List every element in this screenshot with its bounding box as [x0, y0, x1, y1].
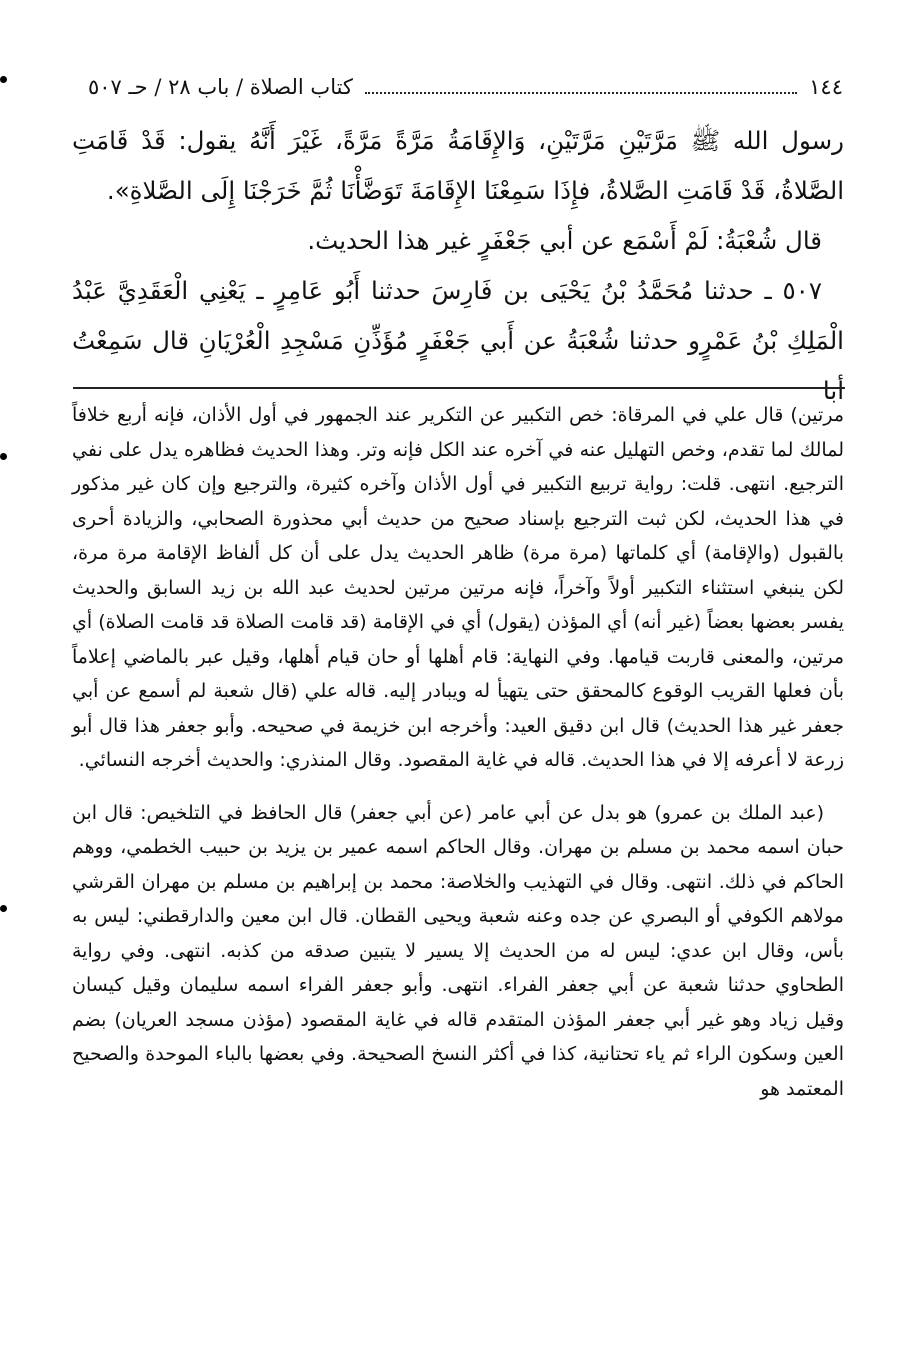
hadith-paragraph: ٥٠٧ ـ حدثنا مُحَمَّدُ بْنُ يَحْيَى بن فَارِسَ حدثنا أَبُو عَامِرٍ ـ يَعْنِي الْعَقَدِيَّ عَبْدُ الْمَلِكِ بْنُ عَمْرٍو حدثنا شُعْبَةُ عن أَبي جَعْفَرٍ مُؤَذِّنِ مَسْجِدِ الْعُرْيَانِ قال سَمِعْتُ أبا: [72, 276, 844, 405]
dotted-leader: [365, 80, 797, 94]
hadith-paragraph: قال شُعْبَةُ: لَمْ أَسْمَع عن أبي جَعْفَرٍ غير هذا الحديث.: [307, 226, 822, 255]
hadith-text: [72, 116, 844, 416]
separator-rule: [73, 387, 845, 389]
margin-mark: [0, 76, 7, 83]
margin-mark: [0, 453, 7, 460]
margin-mark: [0, 905, 7, 912]
hadith-paragraph: رسول الله ﷺ مَرَّتَيْنِ مَرَّتَيْنِ، وَالإِقَامَةُ مَرَّةً مَرَّةً، غَيْرَ أَنَّهُ يقول: قَدْ قَامَتِ الصَّلاةُ، قَدْ قَامَتِ الصَّلاةُ، فإِذَا سَمِعْنَا الإِقَامَةَ تَوَضَّأْنَا ثُمَّ خَرَجْنَا إِلَى الصَّلاةِ».: [72, 126, 844, 205]
running-header: [88, 70, 843, 104]
commentary-paragraph: مرتين) قال علي في المرقاة: خص التكبير عن التكرير عند الجمهور في أول الأذان، فإنه أربع خلافاً لمالك لما تقدم، وخص التهليل عنه في آخره عند الكل فإنه وتر. وهذا الحديث فظاهره يدل على نفي الترجيع. انتهى. قلت: رواية تربيع التكبير في أول الأذان وآخره كثيرة، والترجيع وإن كان غير مذكور في هذا الحديث، لكن ثبت الترجيع بإسناد صحيح من حديث أبي محذورة الصحابي، والزيادة أحرى بالقبول (والإقامة) أي كلماتها (مرة مرة) ظاهر الحديث يدل على أن كل ألفاظ الإقامة مرة مرة، لكن ينبغي استثناء التكبير أولاً وآخراً، فإنه مرتين مرتين لحديث عبد الله بن زيد السابق والحديث يفسر بعضها بعضاً (غير أنه) أي المؤذن (يقول) أي في الإقامة (قد قامت الصلاة قد قامت الصلاة) أي مرتين، والمعنى قاربت قيامها. وفي النهاية: قام أهلها أو حان قيام أهلها، وقيل عبر بالماضي إعلاماً بأن فعلها القريب الوقوع كالمحقق حتى يتهيأ له ويبادر إليه. قاله علي (قال شعبة لم أسمع عن أبي جعفر غير هذا الحديث) قال ابن دقيق العيد: وأخرجه ابن خزيمة في صحيحه. وأبو جعفر هذا قال أبو زرعة لا أعرفه إلا في هذا الحديث. قاله في غاية المقصود. وقال المنذري: والحديث أخرجه النسائي.: [72, 404, 844, 771]
page-number: ١٤٤: [809, 75, 843, 99]
commentary-paragraph: (عبد الملك بن عمرو) هو بدل عن أبي عامر (عن أبي جعفر) قال الحافظ في التلخيص: قال ابن حبان اسمه محمد بن مسلم بن مهران. وقال الحاكم اسمه عمير بن يزيد بن حبيب الخطمي، ووهم الحاكم في ذلك. انتهى. وقال في التهذيب والخلاصة: محمد بن إبراهيم بن مسلم بن مهران القرشي مولاهم الكوفي أو البصري عن جده وعنه شعبة ويحيى القطان. قال ابن معين والدارقطني: ليس به بأس، وقال ابن عدي: ليس له من الحديث إلا يسير لا يتبين صدقه من كذبه. انتهى. وفي رواية الطحاوي حدثنا شعبة عن أبي جعفر الفراء. انتهى. وأبو جعفر الفراء اسمه سليمان وقيل كيسان وقيل زياد وهو غير أبي جعفر المؤذن المتقدم قاله في غاية المقصود (مؤذن مسجد العريان) بضم العين وسكون الراء ثم ياء تحتانية، كذا في أكثر النسخ الصحيحة. وفي بعضها بالباء الموحدة والصحيح المعتمد هو: [72, 801, 844, 1100]
chapter-reference: كتاب الصلاة / باب ٢٨ / حـ ٥٠٧: [88, 75, 353, 99]
commentary: [72, 398, 844, 1106]
